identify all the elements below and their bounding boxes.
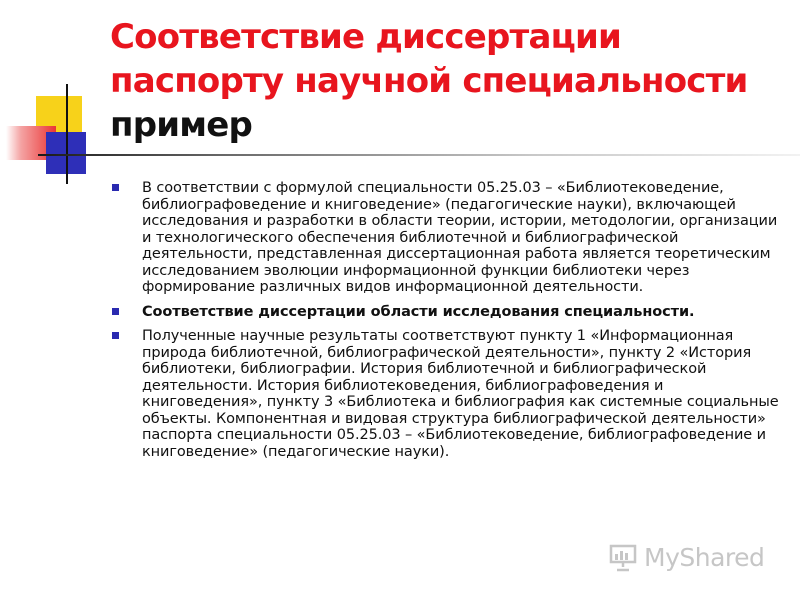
title-underline: [38, 154, 800, 156]
presentation-board-icon: [608, 542, 638, 572]
title-line-2: паспорту научной специальности: [110, 61, 748, 101]
slide-title: [110, 15, 790, 147]
watermark-text: MyShared: [644, 542, 765, 572]
square-bullet-icon: [112, 184, 119, 191]
watermark-logo: [608, 538, 768, 576]
title-line-3: пример: [110, 105, 253, 145]
bullet-item-formula: [112, 180, 784, 296]
bullet-text: Соответствие диссертации области исследования специальности.: [142, 303, 695, 320]
bullet-list: [112, 180, 784, 468]
bullet-item-correspondence: [112, 304, 784, 321]
bullet-item-results: [112, 328, 784, 460]
square-bullet-icon: [112, 308, 119, 315]
square-bullet-icon: [112, 332, 119, 339]
bullet-text: В соответствии с формулой специальности 05.25.03 – «Библиотековедение, библиографоведение и книговедение» (педагогические науки), включающей исследования и разработки в области теории, истории, методологии, организации и технологического обеспечения библиотечной и библиографической деятельности, представленная диссертационная работа является теоретическим исследованием эволюции информационной функции библиотеки через формирование различных видов информационной деятельности.: [142, 180, 778, 295]
decor-vertical-line: [66, 84, 68, 184]
title-line-1: Соответствие диссертации: [110, 17, 622, 57]
bullet-text: Полученные научные результаты соответствуют пункту 1 «Информационная природа библиотечной, библиографической деятельности», пункту 2 «История библиотеки, библиографии. История библиотечной и библиографической деятельности. История библиотековедения, библиографоведения и книговедения», пункту 3 «Библиотека и библиография как системные социальные объекты. Компонентная и видовая структура библиографической деятельности» паспорта специальности 05.25.03 – «Библиотековедение, библиографоведение и книговедение» (педагогические науки).: [142, 328, 779, 460]
